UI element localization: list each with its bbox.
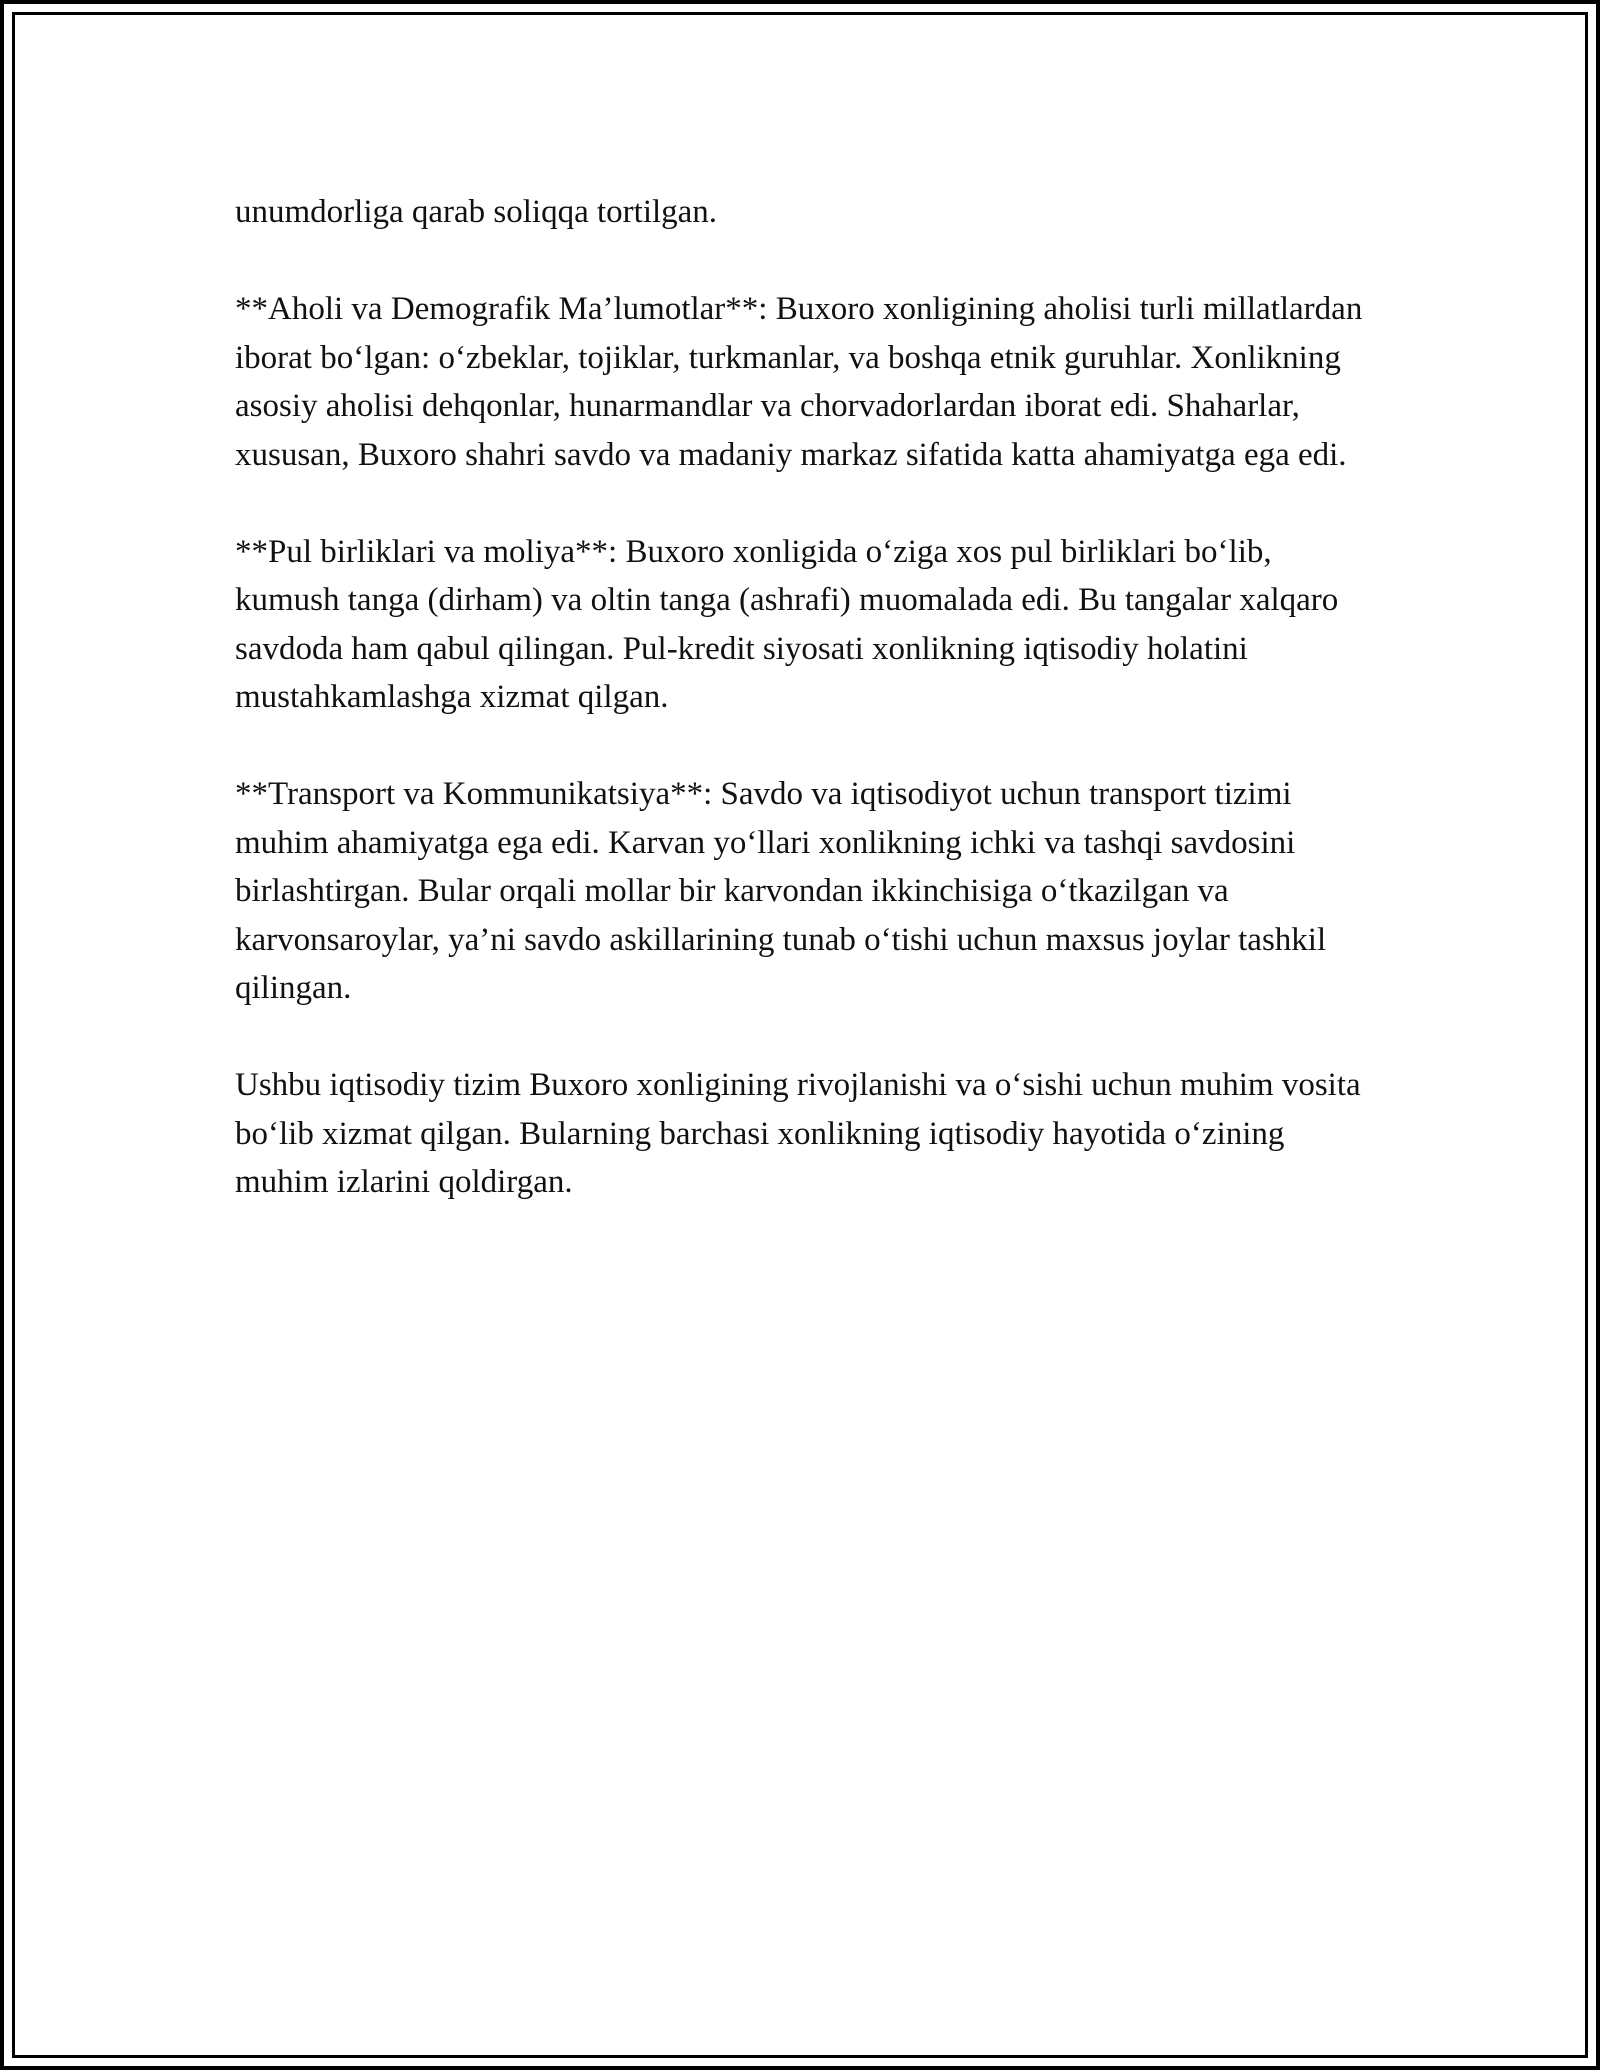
paragraph-conclusion: Ushbu iqtisodiy tizim Buxoro xonligining rivojlanishi va o‘sishi uchun muhim vosita bo‘lib xizmat qilgan. Bularning barchasi xonlikning iqtisodiy hayotida o‘zining muhim izlarini qoldirgan. <box>235 1067 1361 1200</box>
paragraph-transport: **Transport va Kommunikatsiya**: Savdo va iqtisodiyot uchun transport tizimi muhim ahamiyatga ega edi. Karvan yo‘llari xonlikning ichki va tashqi savdosini birlashtirgan. Bular orqali mollar bir karvondan ikkinchisiga o‘tkazilgan va karvonsaroylar, ya’ni savdo askillarining tunab o‘tishi uchun maxsus joylar tashkil qilingan. <box>235 776 1327 1006</box>
paragraph-population: **Aholi va Demografik Ma’lumotlar**: Buxoro xonligining aholisi turli millatlardan iborat bo‘lgan: o‘zbeklar, tojiklar, turkmanlar, va boshqa etnik guruhlar. Xonlikning asosiy aholisi dehqonlar, hunarmandlar va chorvadorlardan iborat edi. Shaharlar, xususan, Buxoro shahri savdo va madaniy markaz sifatida katta ahamiyatga ega edi. <box>235 291 1363 473</box>
document-body <box>235 188 1375 1255</box>
paragraph-currency-finance: **Pul birliklari va moliya**: Buxoro xonligida o‘ziga xos pul birliklari bo‘lib, kumush tanga (dirham) va oltin tanga (ashrafi) muomalada edi. Bu tangalar xalqaro savdoda ham qabul qilingan. Pul-kredit siyosati xonlikning iqtisodiy holatini mustahkamlashga xizmat qilgan. <box>235 533 1339 715</box>
paragraph-tax-continuation: unumdorliga qarab soliqqa tortilgan. <box>235 194 718 230</box>
